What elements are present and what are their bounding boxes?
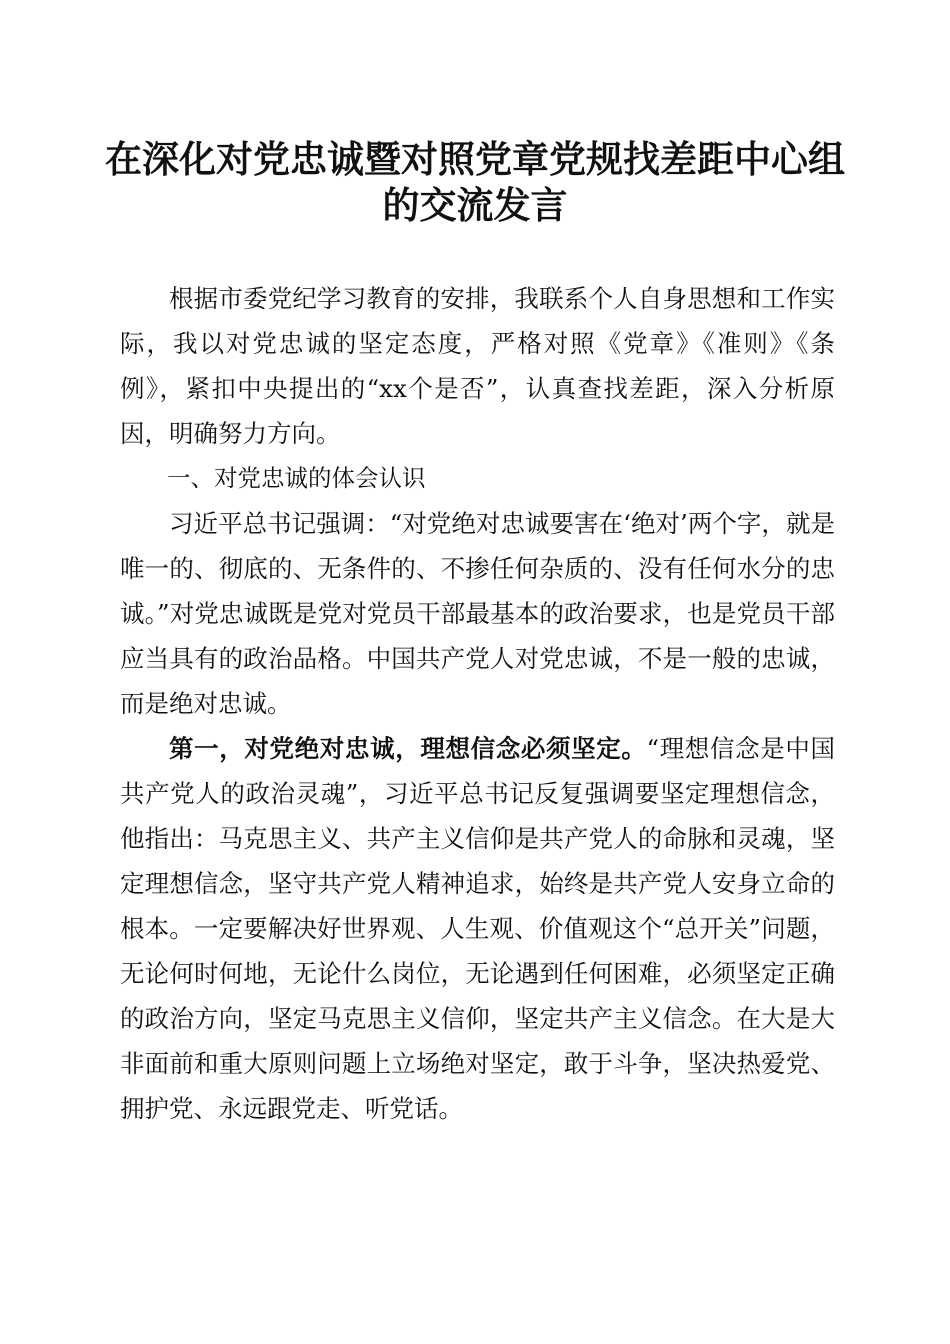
body-paragraph: 习近平总书记强调：“对党绝对忠诚要害在‘绝对’两个字，就是唯一的、彻底的、无条件的、不掺任何杂质的、没有任何水分的忠诚。”对党忠诚既是党对党员干部最基本的政治要求，也是党员干部应当具有的政治品格。中国共产党人对党忠诚，不是一般的忠诚，而是绝对忠诚。 (120, 509, 835, 718)
paragraph-body-text: “理想信念是中国共产党人的政治灵魂”，习近平总书记反复强调要坚定理想信念，他指出：马克思主义、共产主义信仰是共产党人的命脉和灵魂，坚定理想信念，坚守共产党人精神追求，始终是共产党人安身立命的根本。一定要解决好世界观、人生观、价值观这个“总开关”问题，无论何时何地，无论什么岗位，无论遇到任何困难，必须坚定正确的政治方向，坚定马克思主义信仰，坚定共产主义信念。在大是大非面前和重大原则问题上立场绝对坚定，敢于斗争，坚决热爱党、拥护党、永远跟党走、听党话。 (120, 734, 836, 1123)
section-heading: 一、对党忠诚的体会认识 (167, 464, 426, 492)
document-body (120, 276, 835, 1131)
document-title-line-1: 在深化对党忠诚暨对照党章党规找差距中心组 (105, 137, 845, 181)
paragraph-lead-sentence: 第一，对党绝对忠诚，理想信念必须坚定。 (169, 734, 647, 763)
body-paragraph (120, 726, 835, 1131)
intro-paragraph: 根据市委党纪学习教育的安排，我联系个人自身思想和工作实际，我以对党忠诚的坚定态度，严格对照《党章》《准则》《条例》，紧扣中央提出的“xx个是否”，认真查找差距，深入分析原因，明确努力方向。 (120, 284, 835, 448)
document-title-line-2: 的交流发言 (382, 183, 568, 227)
